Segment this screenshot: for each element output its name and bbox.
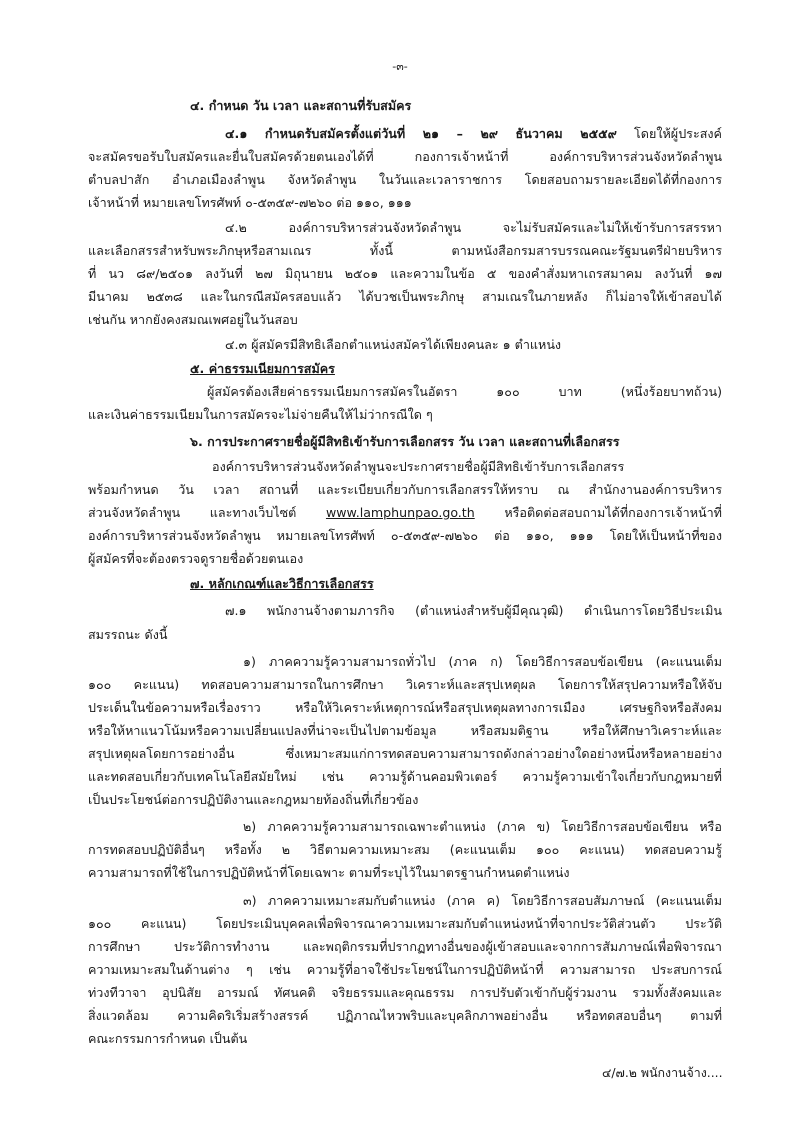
section-4-2-line: ที่ นว ๘๙/๒๕๐๑ ลงวันที่ ๒๗ มิถุนายน ๒๕๐๑ และความในข้อ ๕ ของคำสั่งมหาเถรสมาคม ลงวันที่ ๑๗ [88, 266, 722, 281]
section-7-1-line: สมรรถนะ ดังนี้ [88, 627, 168, 642]
section-6-line: องค์การบริหารส่วนจังหวัดลำพูน หมายเลขโทรศัพท์ ๐-๕๓๕๙-๗๒๖๐ ต่อ ๑๑๐, ๑๑๑ โดยให้เป็นหน้าที่ของ [88, 528, 722, 543]
item-1-line: เป็นประโยชน์ต่อการปฏิบัติงานและกฎหมายท้องถิ่นที่เกี่ยวข้อง [88, 792, 419, 807]
item-1-line: ประเด็นในข้อความหรือเรื่องราว หรือให้วิเคราะห์เหตุการณ์หรือสรุปเหตุผลทางการเมือง เศรษฐกิจหรือสังคม [88, 700, 722, 715]
section-6-line: ผู้สมัครที่จะต้องตรวจดูรายชื่อด้วยตนเอง [88, 551, 304, 566]
item-3-line: การศึกษา ประวัติการทำงาน และพฤติกรรมที่ปรากฏทางอื่นของผู้เข้าสอบและจากการสัมภาษณ์เพื่อพิจารณา [88, 939, 722, 954]
website-link[interactable]: www.lamphunpao.go.th [325, 505, 475, 520]
item-1-line: ๑) ภาคความรู้ความสามารถทั่วไป (ภาค ก) โดยวิธีการสอบข้อเขียน (คะแนนเต็ม [243, 654, 722, 669]
item-2-line: ๒) ภาคความรู้ความสามารถเฉพาะตำแหน่ง (ภาค ข) โดยวิธีการสอบข้อเขียน หรือ [243, 819, 722, 834]
section-6-line: พร้อมกำหนด วัน เวลา สถานที่ และระเบียบเกี่ยวกับการเลือกสรรให้ทราบ ณ สำนักงานองค์การบริหาร [88, 482, 722, 497]
item-1-line: หรือให้หาแนวโน้มหรือความเปลี่ยนแปลงที่น่าจะเป็นไปตามข้อมูล หรือสมมติฐาน หรือให้ศึกษาวิเคราะห์และ [88, 723, 722, 738]
section-4-1-line: เจ้าหน้าที่ หมายเลขโทรศัพท์ ๐-๕๓๕๙-๗๒๖๐ ต่อ ๑๑๐, ๑๑๑ [88, 195, 412, 210]
section-4-2-line: มีนาคม ๒๕๓๘ และในกรณีสมัครสอบแล้ว ได้บวชเป็นพระภิกษุ สามเณรในภายหลัง ก็ไม่อาจให้เข้าสอบได้ [88, 289, 722, 304]
section-4-1-rest: โดยให้ผู้ประสงค์ [616, 126, 722, 141]
section-4-1-line: จะสมัครขอรับใบสมัครและยื่นใบสมัครด้วยตนเองได้ที่ กองการเจ้าหน้าที่ องค์การบริหารส่วนจังหวัดลำพูน [88, 149, 722, 164]
section-4-2-line: ๔.๒ องค์การบริหารส่วนจังหวัดลำพูน จะไม่รับสมัครและไม่ให้เข้ารับการสรรหา [225, 220, 722, 235]
section-5-line: ผู้สมัครต้องเสียค่าธรรมเนียมการสมัครในอัตรา ๑๐๐ บาท (หนึ่งร้อยบาทถ้วน) [207, 384, 722, 399]
section-6-line3-post: หรือติดต่อสอบถามได้ที่กองการเจ้าหน้าที่ [474, 505, 722, 520]
section-7-1-line: ๗.๑ พนักงานจ้างตามภารกิจ (ตำแหน่งสำหรับผู้มีคุณวุฒิ) ดำเนินการโดยวิธีประเมิน [225, 603, 722, 618]
item-3-line: สิ่งแวดล้อม ความคิดริเริ่มสร้างสรรค์ ปฏิภาณไหวพริบและบุคลิกภาพอย่างอื่น หรือทดสอบอื่นๆ ตามที่ [88, 1008, 722, 1023]
section-4-2-line: เช่นกัน หากยังคงสมณเพศอยู่ในวันสอบ [88, 312, 298, 327]
section-6-line3-pre: ส่วนจังหวัดลำพูน และทางเว็บไซต์ [88, 505, 326, 520]
section-4-1-bold: ๔.๑ กำหนดรับสมัครตั้งแต่วันที่ ๒๑ – ๒๙ ธันวาคม ๒๕๕๙ [225, 126, 617, 141]
section-7-heading: ๗. หลักเกณฑ์และวิธีการเลือกสรร [190, 576, 374, 591]
section-4-3: ๔.๓ ผู้สมัครมีสิทธิเลือกตำแหน่งสมัครได้เพียงคนละ ๑ ตำแหน่ง [225, 337, 562, 352]
section-4-heading: ๔. กำหนด วัน เวลา และสถานที่รับสมัคร [190, 98, 412, 113]
continuation-marker: ๔/๗.๒ พนักงานจ้าง.... [602, 1065, 723, 1080]
item-3-line: ๓) ภาคความเหมาะสมกับตำแหน่ง (ภาค ค) โดยวิธีการสอบสัมภาษณ์ (คะแนนเต็ม [243, 893, 722, 908]
section-6-line: องค์การบริหารส่วนจังหวัดลำพูนจะประกาศรายชื่อผู้มีสิทธิเข้ารับการเลือกสรร [212, 459, 625, 474]
section-5-heading: ๕. ค่าธรรมเนียมการสมัคร [190, 361, 335, 376]
item-2-line: ความสามารถที่ใช้ในการปฏิบัติหน้าที่โดยเฉพาะ ตามที่ระบุไว้ในมาตรฐานกำหนดตำแหน่ง [88, 865, 570, 880]
item-3-line: คณะกรรมการกำหนด เป็นต้น [88, 1031, 248, 1046]
item-1-line: สรุปเหตุผลโดยการอย่างอื่น ซึ่งเหมาะสมแก่การทดสอบความสามารถดังกล่าวอย่างใดอย่างหนึ่งหรือหลายอย่าง [88, 746, 722, 761]
item-1-line: และทดสอบเกี่ยวกับเทคโนโลยีสมัยใหม่ เช่น ความรู้ด้านคอมพิวเตอร์ ความรู้ความเข้าใจเกี่ยวกับกฎหมายที่ [88, 769, 722, 784]
item-2-line: การทดสอบปฏิบัติอื่นๆ หรือทั้ง ๒ วิธีตามความเหมาะสม (คะแนนเต็ม ๑๐๐ คะแนน) ทดสอบความรู้ [88, 842, 722, 857]
section-4-2-line: และเลือกสรรสำหรับพระภิกษุหรือสามเณร ทั้งนี้ ตามหนังสือกรมสารบรรณคณะรัฐมนตรีฝ่ายบริหาร [88, 243, 722, 258]
page-number: -๓- [392, 60, 408, 73]
item-3-line: ความเหมาะสมในด้านต่าง ๆ เช่น ความรู้ที่อาจใช้ประโยชน์ในการปฏิบัติหน้าที่ ความสามารถ ประสบการณ์ [88, 962, 722, 977]
section-4-1-first-line [225, 123, 722, 147]
section-6-heading: ๖. การประกาศรายชื่อผู้มีสิทธิเข้ารับการเลือกสรร วัน เวลา และสถานที่เลือกสรร [190, 434, 620, 449]
item-1-line: ๑๐๐ คะแนน) ทดสอบความสามารถในการศึกษา วิเคราะห์และสรุปเหตุผล โดยการให้สรุปความหรือให้จับ [88, 677, 722, 692]
section-5-line: และเงินค่าธรรมเนียมในการสมัครจะไม่จ่ายคืนให้ไม่ว่ากรณีใด ๆ [88, 407, 433, 422]
item-3-line: ท่วงทีวาจา อุปนิสัย อารมณ์ ทัศนคติ จริยธรรมและคุณธรรม การปรับตัวเข้ากับผู้ร่วมงาน รวมทั้งสังคมและ [88, 985, 722, 1000]
section-4-1-line: ตำบลปาสัก อำเภอเมืองลำพูน จังหวัดลำพูน ในวันและเวลาราชการ โดยสอบถามรายละเอียดได้ที่กองการ [88, 172, 722, 187]
section-6-line [88, 502, 722, 526]
item-3-line: ๑๐๐ คะแนน) โดยประเมินบุคคลเพื่อพิจารณาความเหมาะสมกับตำแหน่งหน้าที่จากประวัติส่วนตัว ประวัติ [88, 916, 722, 931]
